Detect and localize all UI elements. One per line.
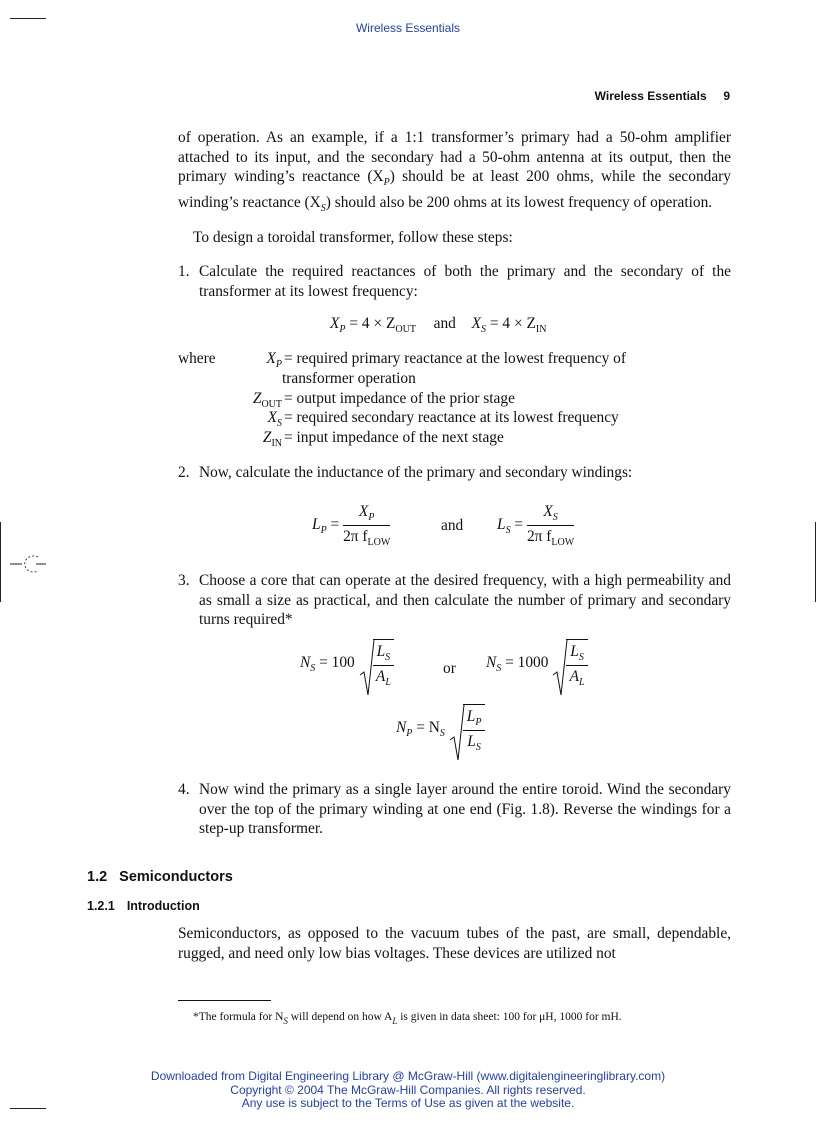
page-number: 9 [723, 89, 730, 103]
footnote: *The formula for $N_S$ will depend on how $A_L$ is given in data sheet: 100 for μH, 1000 for mH. [193, 1011, 622, 1026]
footnote-rule [178, 1000, 271, 1001]
paragraph-3: Semiconductors, as opposed to the vacuum tubes of the past, are small, dependable, rugged, and need only low bias voltages. These devices are utilized not [178, 925, 731, 962]
crop-mark-top-left [10, 18, 46, 19]
subsection-heading: 1.2.1 Introduction [87, 899, 200, 913]
where-definitions: $X_P$ = required primary reactance at the lowest frequency of transformer operation $Z_{OUT}$ = output impedance of the prior stage $X_S$ = required secondary reactance at its lowest frequency $Z_{IN}$ = input impedance of the next stage [252, 350, 626, 450]
footer-terms-link[interactable]: Any use is subject to the Terms of Use as given at the website. [241, 1096, 575, 1110]
list-item: 1. Calculate the required reactances of both the primary and the secondary of the transformer at its lowest frequency: [178, 263, 731, 300]
square-root-icon: $\frac{L_S}{A_L}$ [552, 639, 588, 688]
list-item: 2. Now, calculate the inductance of the primary and secondary windings: [178, 464, 633, 481]
square-root-icon: $\frac{L_S}{A_L}$ [359, 639, 395, 688]
where-label: where [178, 350, 216, 367]
footer-copyright: Copyright © 2004 The McGraw-Hill Companies. All rights reserved. [230, 1082, 586, 1097]
top-header-link[interactable]: Wireless Essentials [355, 21, 461, 35]
footer-download-link[interactable]: Downloaded from Digital Engineering Library @ McGraw-Hill (www.digitalengineeringlibrary.com) [150, 1069, 666, 1083]
registration-mark-icon [8, 552, 48, 576]
crop-mark-left-bar [0, 522, 1, 602]
list-item: 4. Now wind the primary as a single layer around the entire toroid. Wind the secondary over the top of the primary winding at one end (Fig. 1.8). Reverse the windings for a step-up transformer. [178, 781, 731, 838]
running-head-title: Wireless Essentials [594, 89, 707, 103]
square-root-icon: $\frac{L_P}{L_S}$ [449, 704, 486, 753]
footer [0, 1070, 816, 1111]
paragraph-1: of operation. As an example, if a 1:1 transformer’s primary had a 50-ohm amplifier attached to its input, and the secondary had a 50-ohm antenna at its output, then the primary winding’s reactance $(X_P)$ should be at least 200 ohms, while the secondary winding’s reactance $(X_S)$ should also be 200 ohms at its lowest frequency of operation. [178, 129, 731, 214]
section-heading: 1.2 Semiconductors [87, 869, 233, 885]
running-head [560, 89, 730, 103]
paragraph-2: To design a toroidal transformer, follow these steps: [193, 229, 513, 246]
list-item: 3. Choose a core that can operate at the desired frequency, with a high permeability and as small a size as practical, and then calculate the number of primary and secondary turns required* [178, 572, 731, 629]
